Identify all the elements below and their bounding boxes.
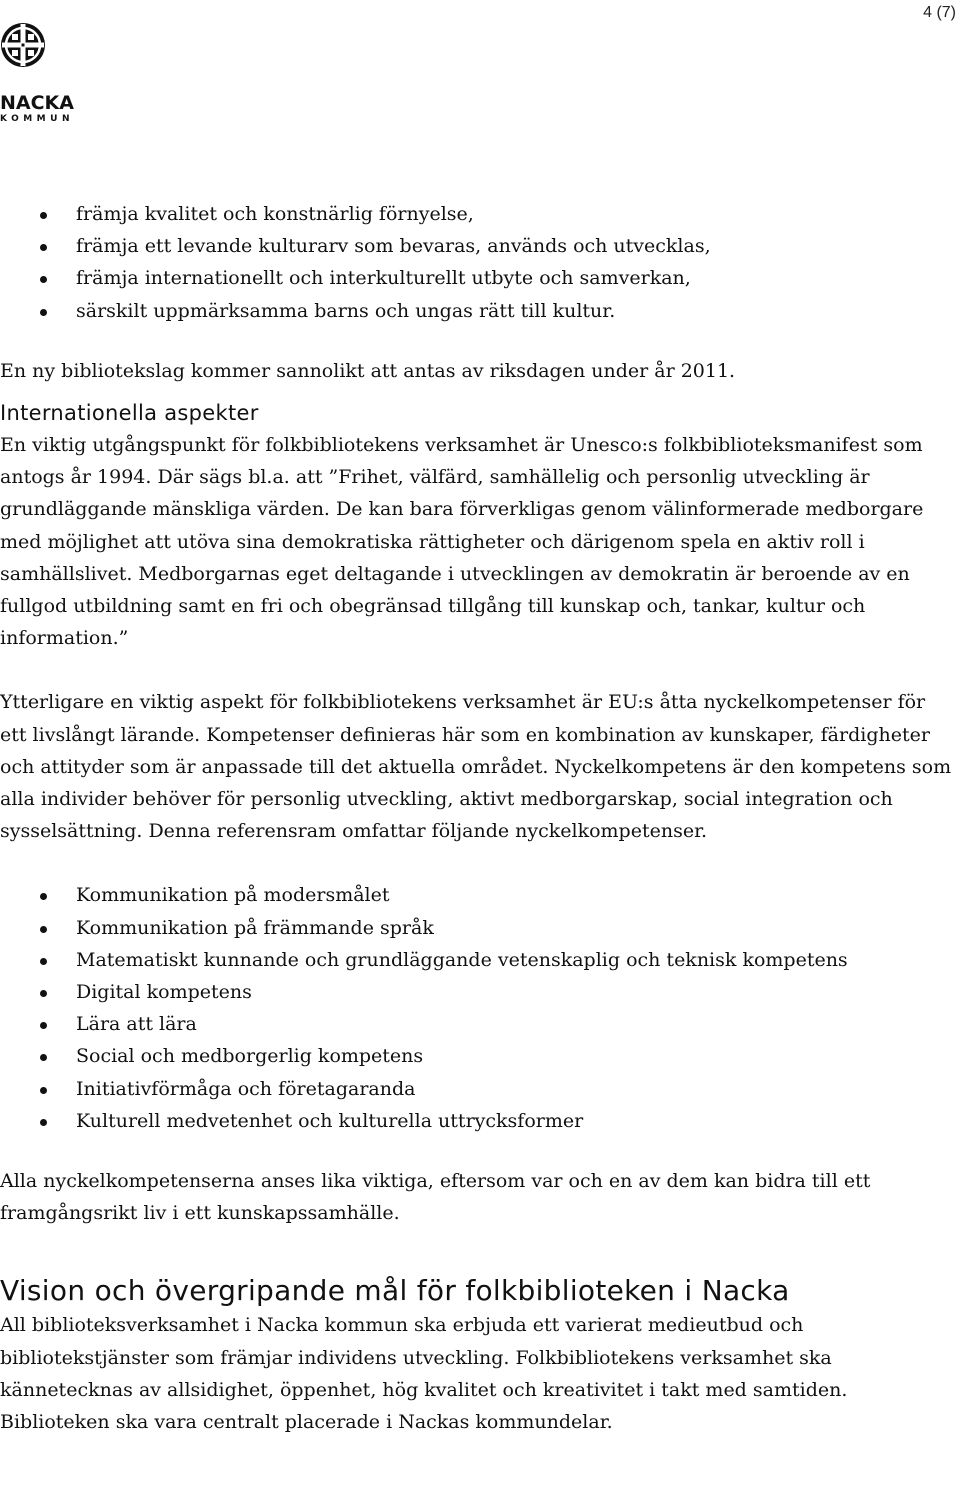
- nacka-kommun-logo: [0, 22, 78, 124]
- list-item: Initiativförmåga och företagaranda: [0, 1073, 956, 1105]
- list-item: Social och medborgerlig kompetens: [0, 1040, 956, 1072]
- list-item: Kommunikation på modersmålet: [0, 879, 956, 911]
- heading-internationella-aspekter: Internationella aspekter: [0, 401, 259, 426]
- list-item: Kommunikation på främmande språk: [0, 912, 956, 944]
- list-item: främja internationellt och interkulturellt utbyte och samverkan,: [0, 262, 956, 294]
- list-item: Digital kompetens: [0, 976, 956, 1008]
- paragraph-vision: All biblioteksverksamhet i Nacka kommun ska erbjuda ett varierat medieutbud och bibliotekstjänster som främjar individens utveckling. Folkbibliotekens verksamhet ska kännetecknas av allsidighet, öppenhet, hög kvalitet och kreativitet i takt med samtiden. Biblioteken ska vara centralt placerade i Nackas kommundelar.: [0, 1314, 848, 1434]
- paragraph-alla-nyckelkompetenser: Alla nyckelkompetenserna anses lika viktiga, eftersom var och en av dem kan bidra till ett framgångsrikt liv i ett kunskapssamhälle.: [0, 1170, 871, 1225]
- logo-name: NACKA: [0, 92, 74, 114]
- document-body: [0, 198, 956, 1438]
- paragraph-unesco: En viktig utgångspunkt för folkbibliotekens verksamhet är Unesco:s folkbiblioteksmanifest som antogs år 1994. Där sägs bl.a. att ”Frihet, välfärd, samhällelig och personlig utveckling är grundläggande mänskliga värden. De kan bara förverkligas genom välinformerade medborgare med möjlighet att utöva sina demokratiska rättigheter och därigenom spela en aktiv roll i samhällslivet. Medborgarnas eget deltagande i utvecklingen av demokratin är beroende av en fullgod utbildning samt en fri och obegränsad tillgång till kunskap och, tankar, kultur och information.”: [0, 434, 924, 650]
- nacka-emblem-icon: [0, 22, 46, 68]
- competences-list: [0, 879, 956, 1137]
- heading-vision: Vision och övergripande mål för folkbiblioteken i Nacka: [0, 1274, 790, 1308]
- culture-goals-list: [0, 198, 956, 327]
- paragraph-eu-nyckelkompetenser: Ytterligare en viktig aspekt för folkbibliotekens verksamhet är EU:s åtta nyckelkompetenser för ett livslångt lärande. Kompetenser definieras här som en kombination av kunskaper, färdigheter och attityder som är anpassade till det aktuella området. Nyckelkompetens är den kompetens som alla individer behöver för personlig utveckling, aktivt medborgarskap, social integration och sysselsättning. Denna referensram omfattar följande nyckelkompetenser.: [0, 691, 952, 843]
- paragraph-bibliotekslag: En ny bibliotekslag kommer sannolikt att antas av riksdagen under år 2011.: [0, 359, 736, 382]
- list-item: främja ett levande kulturarv som bevaras, används och utvecklas,: [0, 230, 956, 262]
- page-number: 4 (7): [923, 4, 956, 21]
- list-item: Kulturell medvetenhet och kulturella uttrycksformer: [0, 1105, 956, 1137]
- list-item: Matematiskt kunnande och grundläggande vetenskaplig och teknisk kompetens: [0, 944, 956, 976]
- list-item: särskilt uppmärksamma barns och ungas rätt till kultur.: [0, 295, 956, 327]
- list-item: främja kvalitet och konstnärlig förnyelse,: [0, 198, 956, 230]
- list-item: Lära att lära: [0, 1008, 956, 1040]
- logo-sub: KOMMUN: [0, 114, 74, 124]
